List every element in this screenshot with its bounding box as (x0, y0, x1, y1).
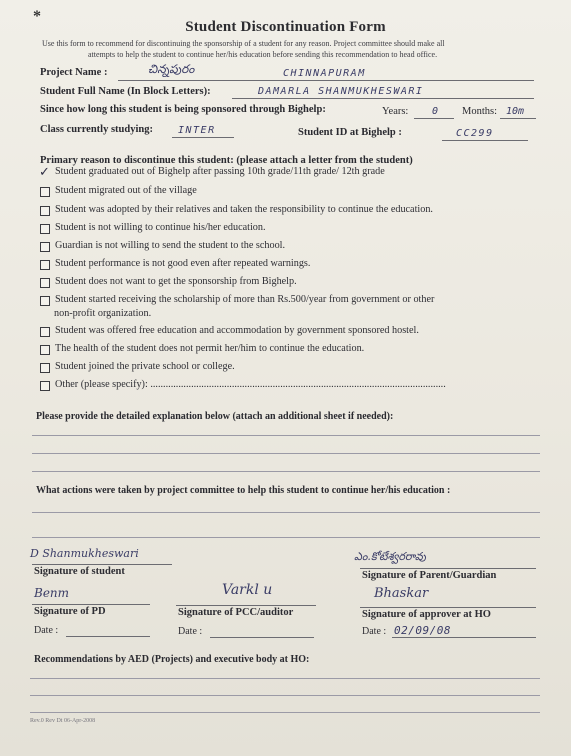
reason-item[interactable] (40, 361, 235, 373)
months-label: Months: (462, 106, 498, 117)
months-value[interactable]: 10m (506, 106, 525, 117)
reason-checkbox[interactable] (40, 327, 50, 337)
reason-checkbox[interactable] (40, 187, 50, 197)
reason-label: The health of the student does not permit her/him to continue the education. (55, 343, 365, 354)
reason-label: Student graduated out of Bighelp after passing 10th grade/11th grade/ 12th grade (55, 166, 385, 177)
project-name-value[interactable]: CHINNAPURAM (283, 68, 366, 79)
reasons-heading: Primary reason to discontinue this student: (please attach a letter from the student) (40, 155, 413, 166)
reason-label: Student started receiving the scholarship of more than Rs.500/year from government or other (55, 294, 435, 305)
pd-date-label: Date : (34, 625, 59, 636)
parent-signature: ఎం.కోటేశ్వరరావు (354, 550, 426, 563)
student-name-value[interactable]: DAMARLA SHANMUKHESWARI (258, 86, 424, 97)
approver-signature-label: Signature of approver at HO (362, 609, 491, 620)
project-name-label: Project Name : (40, 67, 108, 78)
pcc-date-label: Date : (178, 626, 203, 637)
reason-label: Other (please specify): .................................................................................................................... (55, 379, 446, 390)
student-name-line (232, 98, 534, 99)
approver-date-value[interactable]: 02/09/08 (394, 624, 451, 637)
student-signature-line (32, 564, 172, 565)
pd-signature-line (32, 604, 150, 605)
student-name-label: Student Full Name (In Block Letters): (40, 86, 211, 97)
reason-item[interactable] (40, 185, 197, 197)
recommendations-line-2[interactable] (30, 695, 540, 696)
reason-label: Student was offered free education and accommodation by government sponsored hostel. (55, 325, 419, 336)
project-name-line (118, 80, 534, 81)
student-id-label: Student ID at Bighelp : (298, 127, 402, 138)
months-line (500, 118, 536, 119)
student-id-line (442, 140, 528, 141)
approver-date-line (392, 637, 536, 638)
reason-item[interactable] (40, 240, 285, 252)
form-title: Student Discontinuation Form (185, 19, 386, 35)
recommendations-line-1[interactable] (30, 678, 540, 679)
years-label: Years: (382, 106, 409, 117)
reason-checkbox[interactable] (40, 363, 50, 373)
reason-item[interactable] (40, 276, 297, 288)
reason-checkbox[interactable] (40, 260, 50, 270)
recommendations-heading: Recommendations by AED (Projects) and executive body at HO: (34, 654, 310, 665)
reason-checkbox[interactable] (40, 345, 50, 355)
revision-footer: Rev.0 Rev Dt 06-Apr-2008 (30, 718, 96, 724)
reason-label: Student is not willing to continue his/her education. (55, 222, 266, 233)
reason-item[interactable] (40, 222, 266, 234)
explanation-line-1[interactable] (32, 435, 540, 436)
reason-label: Student performance is not good even after repeated warnings. (55, 258, 311, 269)
reason-checkbox[interactable] (40, 242, 50, 252)
intro-line-2: attempts to help the student to continue her/his education before sending this recommendation to head office. (88, 50, 438, 59)
student-signature: D Shanmukheswari (30, 547, 139, 560)
checkmark-icon: ✓ (39, 164, 50, 179)
pd-signature: Benm (34, 586, 70, 600)
actions-line-2[interactable] (32, 537, 540, 538)
reason-label: Student was adopted by their relatives and taken the responsibility to continue the education. (55, 204, 433, 215)
class-label: Class currently studying: (40, 124, 153, 135)
pd-signature-label: Signature of PD (34, 606, 106, 617)
reason-label: Student migrated out of the village (55, 185, 197, 196)
reason-checkbox[interactable] (40, 278, 50, 288)
years-line (414, 118, 454, 119)
student-id-value[interactable]: CC299 (456, 128, 494, 139)
reason-item[interactable] (40, 379, 446, 391)
corner-mark: * (33, 8, 41, 25)
reason-label: Guardian is not willing to send the student to the school. (55, 240, 286, 251)
reason-label: Student joined the private school or college. (55, 361, 235, 372)
reason-item[interactable] (40, 343, 364, 355)
student-signature-label: Signature of student (34, 566, 125, 577)
explanation-line-2[interactable] (32, 453, 540, 454)
reason-label-continued: non-profit organization. (54, 308, 152, 319)
actions-line-1[interactable] (32, 512, 540, 513)
reason-checkbox[interactable] (40, 381, 50, 391)
parent-signature-line (360, 568, 536, 569)
class-value[interactable]: INTER (178, 125, 216, 136)
years-value[interactable]: 0 (432, 106, 440, 117)
approver-date-label: Date : (362, 626, 387, 637)
reason-label: Student does not want to get the sponsorship from Bighelp. (55, 276, 297, 287)
reason-item[interactable] (40, 204, 433, 216)
reason-item[interactable] (40, 258, 310, 270)
pd-date-line[interactable] (66, 636, 150, 637)
recommendations-line-3[interactable] (30, 712, 540, 713)
reason-checkbox[interactable] (40, 206, 50, 216)
pcc-signature-label: Signature of PCC/auditor (178, 607, 294, 618)
reason-item[interactable] (40, 294, 434, 306)
reason-checkbox[interactable] (40, 296, 50, 306)
explanation-heading: Please provide the detailed explanation below (attach an additional sheet if needed): (36, 411, 394, 422)
explanation-line-3[interactable] (32, 471, 540, 472)
pcc-date-line[interactable] (210, 637, 314, 638)
reason-item[interactable] (40, 166, 385, 178)
since-label: Since how long this student is being sponsored through Bighelp: (40, 104, 326, 115)
pcc-signature-line (176, 605, 316, 606)
class-line (172, 137, 234, 138)
actions-heading: What actions were taken by project committee to help this student to continue her/his education : (36, 485, 451, 496)
project-name-telugu: చిన్నపురం (148, 62, 195, 76)
pcc-signature: Varkl u (222, 582, 273, 598)
intro-line-1: Use this form to recommend for discontinuing the sponsorship of a student for any reason. Project committee should make all (42, 39, 445, 48)
parent-signature-label: Signature of Parent/Guardian (362, 570, 497, 581)
reason-checkbox[interactable] (40, 224, 50, 234)
approver-signature-line (360, 607, 536, 608)
reason-item[interactable] (40, 325, 419, 337)
approver-signature: Bhaskar (374, 586, 429, 601)
